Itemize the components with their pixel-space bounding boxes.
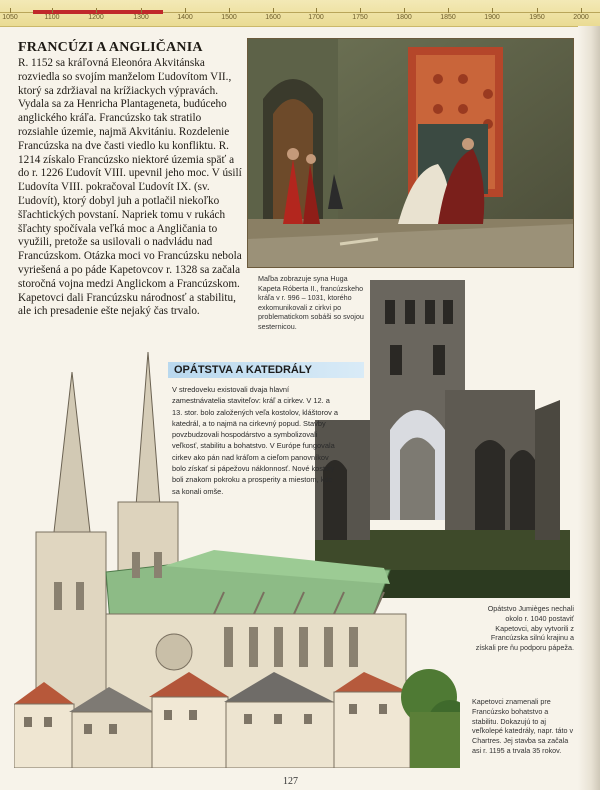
timeline-tick-mark: [404, 8, 405, 13]
timeline-tick-mark: [492, 8, 493, 13]
timeline-tick-mark: [537, 8, 538, 13]
timeline-tick-mark: [96, 8, 97, 13]
abbey-caption: Opátstvo Jumièges nechali okolo r. 1040 postaviť Kapetovci, aby vytvorili z Francúzska silnú krajinu a získali pre ňu podporu pápeža.: [475, 604, 574, 653]
timeline-tick-mark: [10, 8, 11, 13]
timeline-tick-mark: [581, 8, 582, 13]
timeline-year-label: 1800: [396, 14, 412, 21]
timeline-year-label: 1100: [44, 14, 60, 21]
timeline-year-label: 1300: [133, 14, 149, 21]
painting-robert-ii: [247, 38, 574, 268]
timeline-year-label: 1850: [440, 14, 456, 21]
timeline-year-label: 1200: [88, 14, 104, 21]
painting-caption: Maľba zobrazuje syna Huga Kapeta Róberta II., francúzskeho kráľa v r. 996 – 1031, ktorého exkomunikovali z cirkvi po problematickom sobáši so svojou sesternicou.: [258, 274, 364, 331]
cathedral-caption: Kapetovci znamenali pre Francúzsko bohatstvo a stabilitu. Dokazujú to aj veľkolepé katedrály, napr. táto v Chartres. Jej stavba sa začala asi r. 1195 a trvala 35 rokov.: [472, 697, 574, 755]
timeline-year-label: 1050: [2, 14, 18, 21]
timeline-tick-mark: [448, 8, 449, 13]
timeline-tick-mark: [52, 8, 53, 13]
timeline-year-label: 2000: [573, 14, 589, 21]
timeline-tick-mark: [185, 8, 186, 13]
timeline-year-label: 1400: [177, 14, 193, 21]
chartres-cathedral-illustration: [14, 352, 460, 768]
timeline-year-label: 1900: [484, 14, 500, 21]
timeline-year-label: 1750: [352, 14, 368, 21]
subsection-body: V stredoveku existovali dvaja hlavní zamestnávatelia staviteľov: kráľ a cirkev. V 12. a 13. stor. bolo založených veľa kostolov, kláštorov a katedrál, a to najmä na cirkevný popud. Stavby povzbudzovali hospodárstvo a symbolizovali veľkosť, stabilitu a bohatstvo. V Európe fungovala cirkev ako pán nad kráľom a cieľom panovníkov bolo získať si pápežovu náklonnosť. Nové kostoly boli znakom pokroku a prosperity a miestom, kde sa konali omše.: [172, 385, 338, 496]
page-gutter-shadow: [578, 26, 600, 790]
section-title: FRANCÚZI A ANGLIČANIA: [18, 40, 203, 55]
page-number: 127: [283, 776, 298, 787]
timeline-tick-mark: [141, 8, 142, 13]
timeline-tick-mark: [360, 8, 361, 13]
timeline-tick-mark: [273, 8, 274, 13]
timeline-year-label: 1600: [265, 14, 281, 21]
subsection-title: OPÁTSTVA A KATEDRÁLY: [168, 362, 364, 378]
timeline-year-label: 1500: [221, 14, 237, 21]
timeline-bar: [0, 0, 600, 27]
timeline-year-label: 1700: [308, 14, 324, 21]
section-body: R. 1152 sa kráľovná Eleonóra Akvitánska rozviedla so svojím manželom Ľudovítom VII., ktorý sa zdržiaval na krížiackych výpravách. Vydala sa za Henricha Plantageneta, budúceho anglického kráľa. Francúzsko tak stratilo rozsiahle územie, najmä Akvitániu. Rozdelenie Francúzska na dve časti viedlo ku konfliktu. R. 1214 získalo Francúzsko niektoré územia späť a do r. 1226 Ľudovít VIII. upevnil jeho moc. V úsilí Ľudovíta VIII. pokračoval Ľudovít IX. (sv. Ľudovít), ktorý dobyl juh a potlačil niekoľko šľachtických povstaní. Napriek tomu v rukách šľachty spočívala veľká moc a Angličania to využili, pretože sa usilovali o nadvládu nad Francúzskom. Otázka moci vo Francúzsku nebola vyriešená a po páde Kapetovcov r. 1328 sa začala storočná vojna medzi Anglickom a Francúzskom. Kapetovci dali Francúzsku národnosť a stabilitu, ale ich presadenie ešte nejaký čas trvalo.: [18, 57, 242, 318]
timeline-tick-mark: [229, 8, 230, 13]
timeline-year-label: 1950: [529, 14, 545, 21]
timeline-tick-mark: [316, 8, 317, 13]
